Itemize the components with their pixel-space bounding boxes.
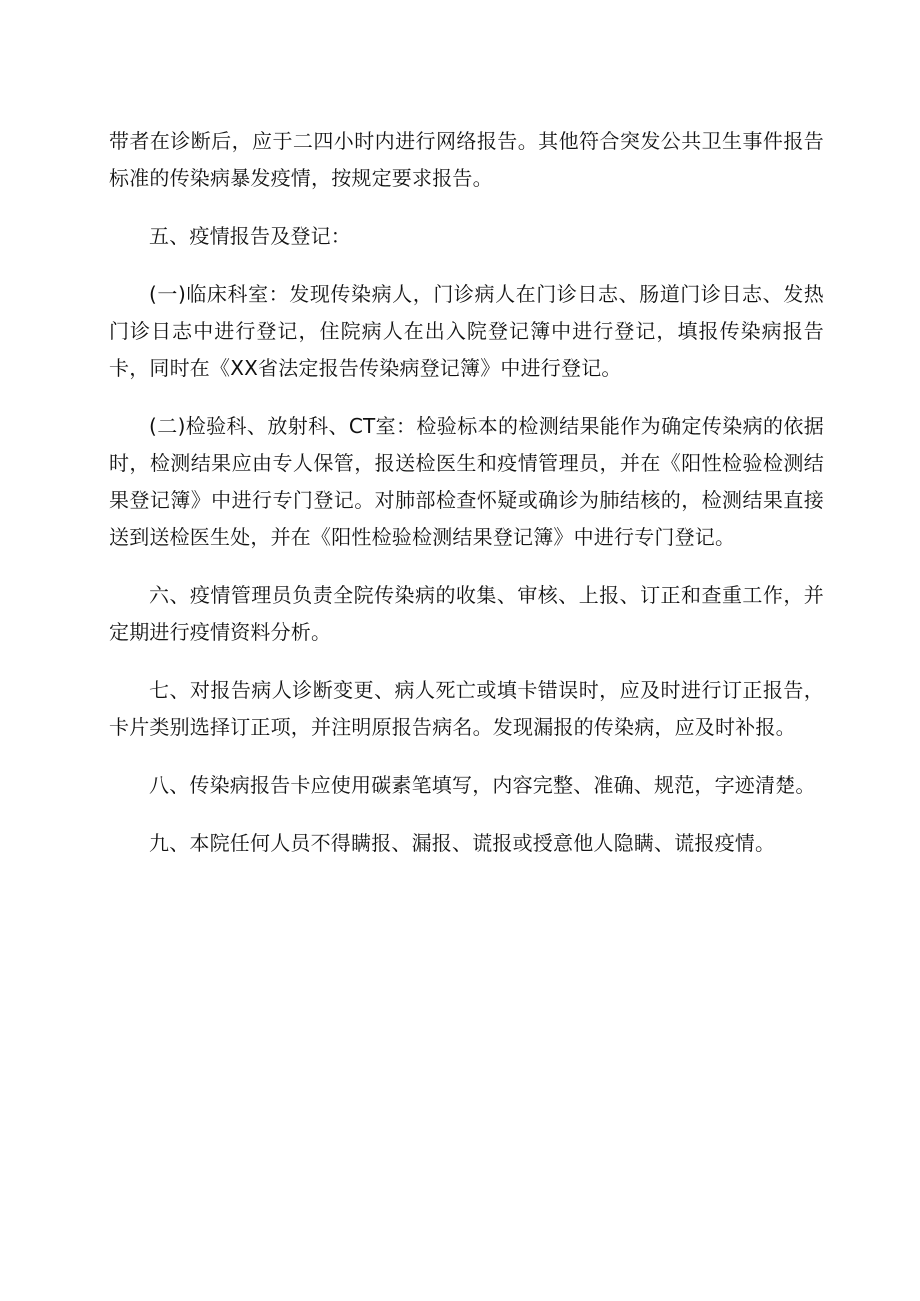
section-heading-five: 五、疫情报告及登记： [149, 224, 351, 248]
paragraph-clinical-departments: (一)临床科室：发现传染病人，门诊病人在门诊日志、肠道门诊日志、发热门诊日志中进行登记，住院病人在出入院登记簿中进行登记，填报传染病报告卡，同时在《XX省法定报告传染病登记簿》中进行登记。 [109, 282, 824, 380]
paragraph-continuation: 带者在诊断后，应于二四小时内进行网络报告。其他符合突发公共卫生事件报告标准的传染病暴发疫情，按规定要求报告。 [109, 129, 824, 190]
document-body [109, 123, 824, 862]
paragraph-section-eight: 八、传染病报告卡应使用碳素笔填写，内容完整、准确、规范，字迹清楚。 [149, 773, 816, 797]
paragraph-section-seven: 七、对报告病人诊断变更、病人死亡或填卡错误时，应及时进行订正报告，卡片类别选择订正项，并注明原报告病名。发现漏报的传染病，应及时补报。 [109, 678, 824, 739]
paragraph-section-six: 六、疫情管理员负责全院传染病的收集、审核、上报、订正和查重工作，并定期进行疫情资料分析。 [109, 583, 824, 644]
paragraph-laboratory-radiology: (二)检验科、放射科、CT室：检验标本的检测结果能作为确定传染病的依据时，检测结果应由专人保管，报送检医生和疫情管理员，并在《阳性检验检测结果登记簿》中进行专门登记。对肺部检查怀疑或确诊为肺结核的，检测结果直接送到送检医生处，并在《阳性检验检测结果登记簿》中进行专门登记。 [109, 414, 824, 549]
paragraph-section-nine: 九、本院任何人员不得瞒报、漏报、谎报或授意他人隐瞒、谎报疫情。 [149, 831, 776, 855]
